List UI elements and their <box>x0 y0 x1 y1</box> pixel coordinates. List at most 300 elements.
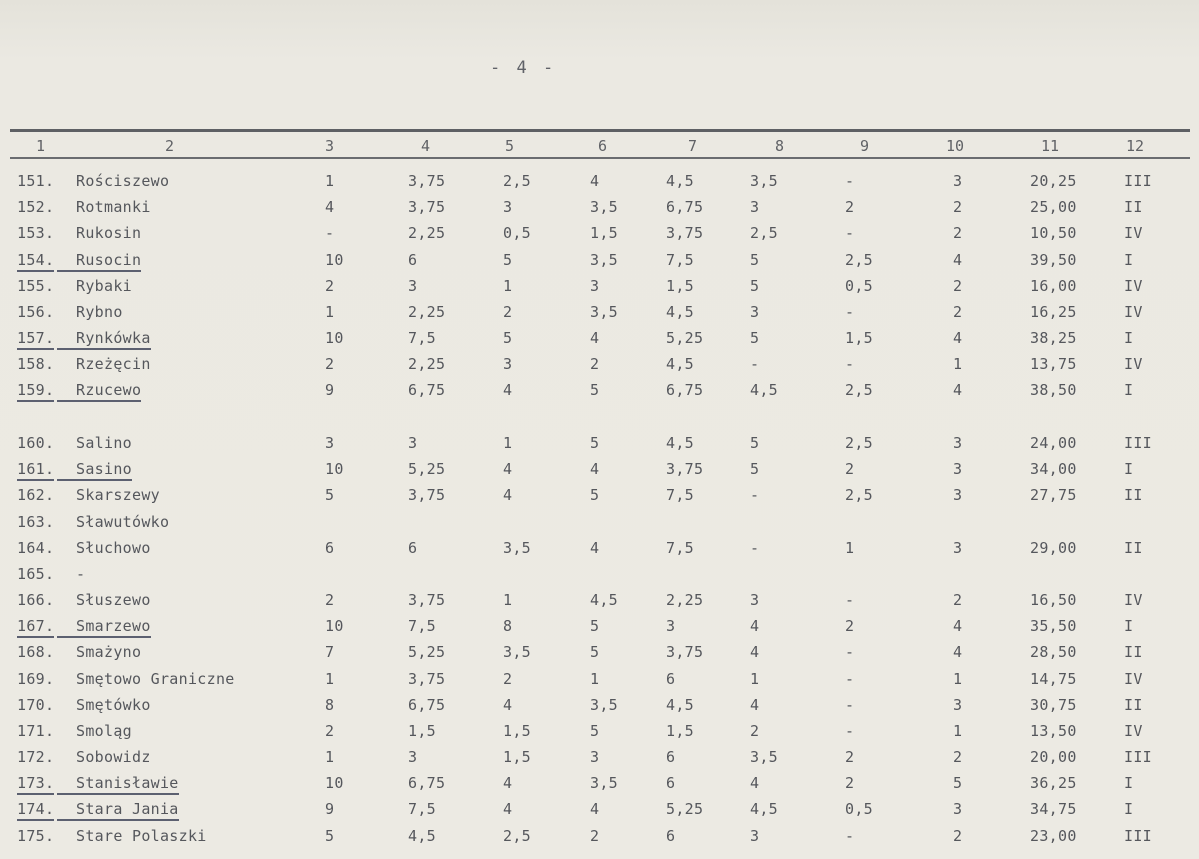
cell-col-7: 6 <box>666 670 676 688</box>
cell-col-12: IV <box>1124 722 1143 740</box>
cell-col-7: 6,75 <box>666 381 704 399</box>
cell-col-8: - <box>750 539 760 557</box>
cell-col-5: 5 <box>503 251 513 269</box>
locality-name: Smarzewo <box>76 617 151 638</box>
cell-col-5: 3 <box>503 198 513 216</box>
cell-col-6: 1 <box>590 670 600 688</box>
cell-col-4: 1,5 <box>408 722 436 740</box>
row-number: 151. <box>17 172 55 190</box>
cell-col-6: 3 <box>590 748 600 766</box>
locality-name: Skarszewy <box>76 486 160 504</box>
column-header-8: 8 <box>775 137 785 155</box>
cell-col-10: 2 <box>953 827 963 845</box>
cell-col-9: - <box>845 722 855 740</box>
cell-col-11: 39,50 <box>1030 251 1077 269</box>
cell-col-12: I <box>1124 617 1134 635</box>
row-number: 168. <box>17 643 55 661</box>
row-number: 154. <box>17 251 54 272</box>
cell-col-6: 3,5 <box>590 198 618 216</box>
row-number: 153. <box>17 224 55 242</box>
row-number: 159. <box>17 381 54 402</box>
underline-mark <box>57 400 76 402</box>
row-number: 166. <box>17 591 55 609</box>
cell-col-11: 16,50 <box>1030 591 1077 609</box>
row-number: 156. <box>17 303 55 321</box>
cell-col-8: 4 <box>750 696 760 714</box>
cell-col-7: 3,75 <box>666 224 704 242</box>
locality-name: Rzucewo <box>76 381 141 402</box>
cell-col-4: 3,75 <box>408 670 446 688</box>
cell-col-7: 5,25 <box>666 329 704 347</box>
cell-col-5: 5 <box>503 329 513 347</box>
locality-name: Sławutówko <box>76 513 170 531</box>
cell-col-6: 3,5 <box>590 696 618 714</box>
cell-col-7: 6 <box>666 748 676 766</box>
locality-name: Stanisławie <box>76 774 179 795</box>
cell-col-11: 29,00 <box>1030 539 1077 557</box>
cell-col-4: 2,25 <box>408 224 446 242</box>
cell-col-8: 4,5 <box>750 381 778 399</box>
cell-col-8: 2 <box>750 722 760 740</box>
cell-col-9: 2,5 <box>845 251 873 269</box>
cell-col-7: 3,75 <box>666 643 704 661</box>
row-number: 160. <box>17 434 55 452</box>
cell-col-7: 1,5 <box>666 722 694 740</box>
cell-col-6: 4 <box>590 172 600 190</box>
cell-col-5: 3,5 <box>503 539 531 557</box>
cell-col-3: 1 <box>325 172 335 190</box>
cell-col-10: 2 <box>953 224 963 242</box>
cell-col-10: 3 <box>953 172 963 190</box>
cell-col-5: 4 <box>503 696 513 714</box>
cell-col-4: 6 <box>408 539 418 557</box>
cell-col-5: 4 <box>503 800 513 818</box>
cell-col-7: 4,5 <box>666 696 694 714</box>
cell-col-11: 35,50 <box>1030 617 1077 635</box>
cell-col-12: II <box>1124 696 1143 714</box>
locality-name: Rotmanki <box>76 198 151 216</box>
cell-col-5: 1 <box>503 434 513 452</box>
cell-col-5: 2,5 <box>503 172 531 190</box>
cell-col-12: IV <box>1124 591 1143 609</box>
cell-col-9: - <box>845 591 855 609</box>
cell-col-3: 10 <box>325 460 344 478</box>
cell-col-7: 4,5 <box>666 172 694 190</box>
cell-col-5: 2 <box>503 670 513 688</box>
cell-col-3: 1 <box>325 303 335 321</box>
cell-col-12: I <box>1124 460 1134 478</box>
cell-col-12: II <box>1124 198 1143 216</box>
cell-col-8: 1 <box>750 670 760 688</box>
cell-col-6: 2 <box>590 827 600 845</box>
cell-col-8: 4 <box>750 617 760 635</box>
cell-col-10: 1 <box>953 722 963 740</box>
row-number: 175. <box>17 827 55 845</box>
cell-col-7: 6,75 <box>666 198 704 216</box>
cell-col-9: 2 <box>845 748 855 766</box>
cell-col-9: - <box>845 696 855 714</box>
cell-col-3: 9 <box>325 381 335 399</box>
cell-col-7: 7,5 <box>666 486 694 504</box>
locality-name: Salino <box>76 434 132 452</box>
cell-col-11: 13,75 <box>1030 355 1077 373</box>
cell-col-3: 1 <box>325 670 335 688</box>
cell-col-7: 7,5 <box>666 251 694 269</box>
cell-col-10: 3 <box>953 434 963 452</box>
column-header-7: 7 <box>688 137 698 155</box>
cell-col-10: 3 <box>953 696 963 714</box>
cell-col-12: I <box>1124 329 1134 347</box>
cell-col-3: 10 <box>325 774 344 792</box>
cell-col-12: I <box>1124 800 1134 818</box>
cell-col-5: 4 <box>503 486 513 504</box>
cell-col-3: 5 <box>325 827 335 845</box>
cell-col-4: 7,5 <box>408 800 436 818</box>
cell-col-7: 3 <box>666 617 676 635</box>
cell-col-11: 28,50 <box>1030 643 1077 661</box>
cell-col-9: 2 <box>845 774 855 792</box>
cell-col-5: 8 <box>503 617 513 635</box>
row-number: 169. <box>17 670 55 688</box>
cell-col-7: 2,25 <box>666 591 704 609</box>
cell-col-9: 2,5 <box>845 381 873 399</box>
cell-col-4: 6,75 <box>408 381 446 399</box>
cell-col-9: - <box>845 303 855 321</box>
cell-col-4: 7,5 <box>408 329 436 347</box>
locality-name: Słuchowo <box>76 539 151 557</box>
row-number: 163. <box>17 513 55 531</box>
cell-col-12: II <box>1124 643 1143 661</box>
cell-col-12: III <box>1124 748 1152 766</box>
cell-col-3: - <box>325 224 335 242</box>
cell-col-9: - <box>845 172 855 190</box>
cell-col-5: 1 <box>503 277 513 295</box>
cell-col-8: 5 <box>750 277 760 295</box>
cell-col-10: 1 <box>953 355 963 373</box>
cell-col-10: 3 <box>953 539 963 557</box>
cell-col-6: 5 <box>590 381 600 399</box>
cell-col-7: 3,75 <box>666 460 704 478</box>
cell-col-10: 3 <box>953 486 963 504</box>
cell-col-10: 4 <box>953 617 963 635</box>
row-number: 165. <box>17 565 55 583</box>
cell-col-6: 4 <box>590 800 600 818</box>
locality-name: Rusocin <box>76 251 141 272</box>
locality-name: Smętowo Graniczne <box>76 670 235 688</box>
locality-name: - <box>76 565 86 583</box>
cell-col-7: 5,25 <box>666 800 704 818</box>
table-top-rule <box>10 129 1190 132</box>
cell-col-7: 7,5 <box>666 539 694 557</box>
cell-col-5: 2,5 <box>503 827 531 845</box>
underline-mark <box>57 793 76 795</box>
row-number: 171. <box>17 722 55 740</box>
cell-col-12: I <box>1124 381 1134 399</box>
cell-col-5: 2 <box>503 303 513 321</box>
cell-col-6: 5 <box>590 617 600 635</box>
cell-col-8: 3,5 <box>750 748 778 766</box>
cell-col-10: 4 <box>953 329 963 347</box>
cell-col-6: 5 <box>590 722 600 740</box>
cell-col-5: 0,5 <box>503 224 531 242</box>
cell-col-10: 3 <box>953 460 963 478</box>
cell-col-8: 2,5 <box>750 224 778 242</box>
cell-col-11: 38,25 <box>1030 329 1077 347</box>
cell-col-9: - <box>845 355 855 373</box>
cell-col-10: 4 <box>953 251 963 269</box>
locality-name: Rościszewo <box>76 172 170 190</box>
cell-col-6: 2 <box>590 355 600 373</box>
cell-col-3: 6 <box>325 539 335 557</box>
cell-col-6: 3,5 <box>590 251 618 269</box>
cell-col-3: 2 <box>325 591 335 609</box>
column-header-10: 10 <box>946 137 965 155</box>
cell-col-4: 6,75 <box>408 696 446 714</box>
cell-col-8: 3 <box>750 198 760 216</box>
locality-name: Rybno <box>76 303 123 321</box>
cell-col-12: II <box>1124 486 1143 504</box>
cell-col-3: 10 <box>325 617 344 635</box>
cell-col-3: 3 <box>325 434 335 452</box>
cell-col-7: 4,5 <box>666 434 694 452</box>
cell-col-8: 4 <box>750 643 760 661</box>
cell-col-12: IV <box>1124 355 1143 373</box>
cell-col-8: 5 <box>750 251 760 269</box>
cell-col-9: 2 <box>845 460 855 478</box>
cell-col-11: 34,75 <box>1030 800 1077 818</box>
locality-name: Sobowidz <box>76 748 151 766</box>
cell-col-8: 5 <box>750 329 760 347</box>
cell-col-12: IV <box>1124 303 1143 321</box>
cell-col-9: - <box>845 224 855 242</box>
cell-col-11: 34,00 <box>1030 460 1077 478</box>
row-number: 158. <box>17 355 55 373</box>
locality-name: Rzeżęcin <box>76 355 151 373</box>
cell-col-4: 5,25 <box>408 460 446 478</box>
cell-col-6: 5 <box>590 434 600 452</box>
locality-name: Smoląg <box>76 722 132 740</box>
cell-col-12: I <box>1124 251 1134 269</box>
cell-col-9: 1,5 <box>845 329 873 347</box>
cell-col-12: IV <box>1124 224 1143 242</box>
cell-col-3: 9 <box>325 800 335 818</box>
cell-col-4: 6 <box>408 251 418 269</box>
cell-col-4: 2,25 <box>408 355 446 373</box>
cell-col-3: 5 <box>325 486 335 504</box>
cell-col-9: - <box>845 643 855 661</box>
cell-col-4: 3 <box>408 434 418 452</box>
cell-col-11: 10,50 <box>1030 224 1077 242</box>
cell-col-11: 16,25 <box>1030 303 1077 321</box>
cell-col-5: 4 <box>503 381 513 399</box>
cell-col-11: 20,00 <box>1030 748 1077 766</box>
cell-col-5: 1,5 <box>503 748 531 766</box>
cell-col-11: 25,00 <box>1030 198 1077 216</box>
underline-mark <box>57 348 76 350</box>
column-header-4: 4 <box>421 137 431 155</box>
cell-col-5: 3 <box>503 355 513 373</box>
cell-col-8: 4,5 <box>750 800 778 818</box>
cell-col-10: 2 <box>953 277 963 295</box>
cell-col-10: 2 <box>953 591 963 609</box>
cell-col-8: 3 <box>750 827 760 845</box>
cell-col-9: 2,5 <box>845 434 873 452</box>
cell-col-11: 30,75 <box>1030 696 1077 714</box>
cell-col-6: 5 <box>590 486 600 504</box>
cell-col-4: 6,75 <box>408 774 446 792</box>
cell-col-12: IV <box>1124 277 1143 295</box>
underline-mark <box>57 479 76 481</box>
cell-col-3: 10 <box>325 329 344 347</box>
row-number: 164. <box>17 539 55 557</box>
cell-col-4: 3 <box>408 748 418 766</box>
cell-col-8: 3 <box>750 303 760 321</box>
cell-col-11: 14,75 <box>1030 670 1077 688</box>
cell-col-9: 2,5 <box>845 486 873 504</box>
cell-col-11: 24,00 <box>1030 434 1077 452</box>
row-number: 161. <box>17 460 54 481</box>
locality-name: Smażyno <box>76 643 142 661</box>
underline-mark <box>57 819 76 821</box>
cell-col-4: 3,75 <box>408 198 446 216</box>
cell-col-5: 3,5 <box>503 643 531 661</box>
header-bottom-rule <box>10 157 1190 159</box>
cell-col-9: 2 <box>845 617 855 635</box>
cell-col-8: 5 <box>750 460 760 478</box>
cell-col-11: 13,50 <box>1030 722 1077 740</box>
cell-col-4: 7,5 <box>408 617 436 635</box>
column-header-9: 9 <box>860 137 870 155</box>
cell-col-5: 4 <box>503 460 513 478</box>
cell-col-7: 1,5 <box>666 277 694 295</box>
cell-col-11: 16,00 <box>1030 277 1077 295</box>
cell-col-8: 4 <box>750 774 760 792</box>
cell-col-10: 3 <box>953 800 963 818</box>
cell-col-12: III <box>1124 434 1152 452</box>
cell-col-10: 5 <box>953 774 963 792</box>
row-number: 155. <box>17 277 55 295</box>
column-header-12: 12 <box>1126 137 1145 155</box>
column-header-2: 2 <box>165 137 175 155</box>
locality-name: Stare Polaszki <box>76 827 207 845</box>
locality-name: Rukosin <box>76 224 142 242</box>
cell-col-4: 3 <box>408 277 418 295</box>
cell-col-12: I <box>1124 774 1134 792</box>
cell-col-3: 2 <box>325 277 335 295</box>
cell-col-8: - <box>750 486 760 504</box>
cell-col-6: 3,5 <box>590 303 618 321</box>
row-number: 157. <box>17 329 54 350</box>
cell-col-11: 27,75 <box>1030 486 1077 504</box>
cell-col-6: 3,5 <box>590 774 618 792</box>
cell-col-6: 4 <box>590 539 600 557</box>
row-number: 173. <box>17 774 54 795</box>
column-header-11: 11 <box>1041 137 1060 155</box>
cell-col-10: 1 <box>953 670 963 688</box>
row-number: 167. <box>17 617 54 638</box>
cell-col-10: 4 <box>953 643 963 661</box>
locality-name: Słuszewo <box>76 591 151 609</box>
cell-col-6: 4 <box>590 460 600 478</box>
cell-col-4: 4,5 <box>408 827 436 845</box>
cell-col-8: 3 <box>750 591 760 609</box>
cell-col-6: 4,5 <box>590 591 618 609</box>
row-number: 152. <box>17 198 55 216</box>
cell-col-3: 7 <box>325 643 335 661</box>
underline-mark <box>57 270 76 272</box>
underline-mark <box>57 636 76 638</box>
cell-col-10: 2 <box>953 303 963 321</box>
cell-col-3: 1 <box>325 748 335 766</box>
cell-col-5: 1,5 <box>503 722 531 740</box>
cell-col-5: 1 <box>503 591 513 609</box>
cell-col-12: II <box>1124 539 1143 557</box>
locality-name: Stara Jania <box>76 800 179 821</box>
cell-col-7: 4,5 <box>666 355 694 373</box>
column-header-6: 6 <box>598 137 608 155</box>
row-number: 162. <box>17 486 55 504</box>
cell-col-11: 20,25 <box>1030 172 1077 190</box>
cell-col-9: - <box>845 827 855 845</box>
cell-col-11: 38,50 <box>1030 381 1077 399</box>
cell-col-8: 5 <box>750 434 760 452</box>
cell-col-4: 3,75 <box>408 591 446 609</box>
column-header-3: 3 <box>325 137 335 155</box>
cell-col-3: 2 <box>325 722 335 740</box>
cell-col-12: III <box>1124 172 1152 190</box>
column-header-1: 1 <box>36 137 46 155</box>
cell-col-6: 5 <box>590 643 600 661</box>
cell-col-4: 3,75 <box>408 172 446 190</box>
cell-col-3: 8 <box>325 696 335 714</box>
cell-col-10: 2 <box>953 748 963 766</box>
cell-col-6: 3 <box>590 277 600 295</box>
cell-col-11: 36,25 <box>1030 774 1077 792</box>
locality-name: Smętówko <box>76 696 151 714</box>
cell-col-9: 1 <box>845 539 855 557</box>
cell-col-3: 2 <box>325 355 335 373</box>
cell-col-8: - <box>750 355 760 373</box>
cell-col-4: 3,75 <box>408 486 446 504</box>
row-number: 174. <box>17 800 54 821</box>
cell-col-3: 4 <box>325 198 335 216</box>
cell-col-4: 5,25 <box>408 643 446 661</box>
cell-col-7: 4,5 <box>666 303 694 321</box>
cell-col-5: 4 <box>503 774 513 792</box>
locality-name: Rybaki <box>76 277 132 295</box>
cell-col-3: 10 <box>325 251 344 269</box>
column-header-5: 5 <box>505 137 515 155</box>
cell-col-9: - <box>845 670 855 688</box>
page-number: - 4 - <box>490 58 557 78</box>
cell-col-12: IV <box>1124 670 1143 688</box>
cell-col-10: 4 <box>953 381 963 399</box>
cell-col-9: 2 <box>845 198 855 216</box>
cell-col-6: 4 <box>590 329 600 347</box>
row-number: 172. <box>17 748 55 766</box>
cell-col-4: 2,25 <box>408 303 446 321</box>
cell-col-7: 6 <box>666 827 676 845</box>
cell-col-7: 6 <box>666 774 676 792</box>
cell-col-10: 2 <box>953 198 963 216</box>
cell-col-9: 0,5 <box>845 800 873 818</box>
locality-name: Sasino <box>76 460 132 481</box>
cell-col-11: 23,00 <box>1030 827 1077 845</box>
cell-col-9: 0,5 <box>845 277 873 295</box>
cell-col-12: III <box>1124 827 1152 845</box>
cell-col-6: 1,5 <box>590 224 618 242</box>
locality-name: Rynkówka <box>76 329 151 350</box>
